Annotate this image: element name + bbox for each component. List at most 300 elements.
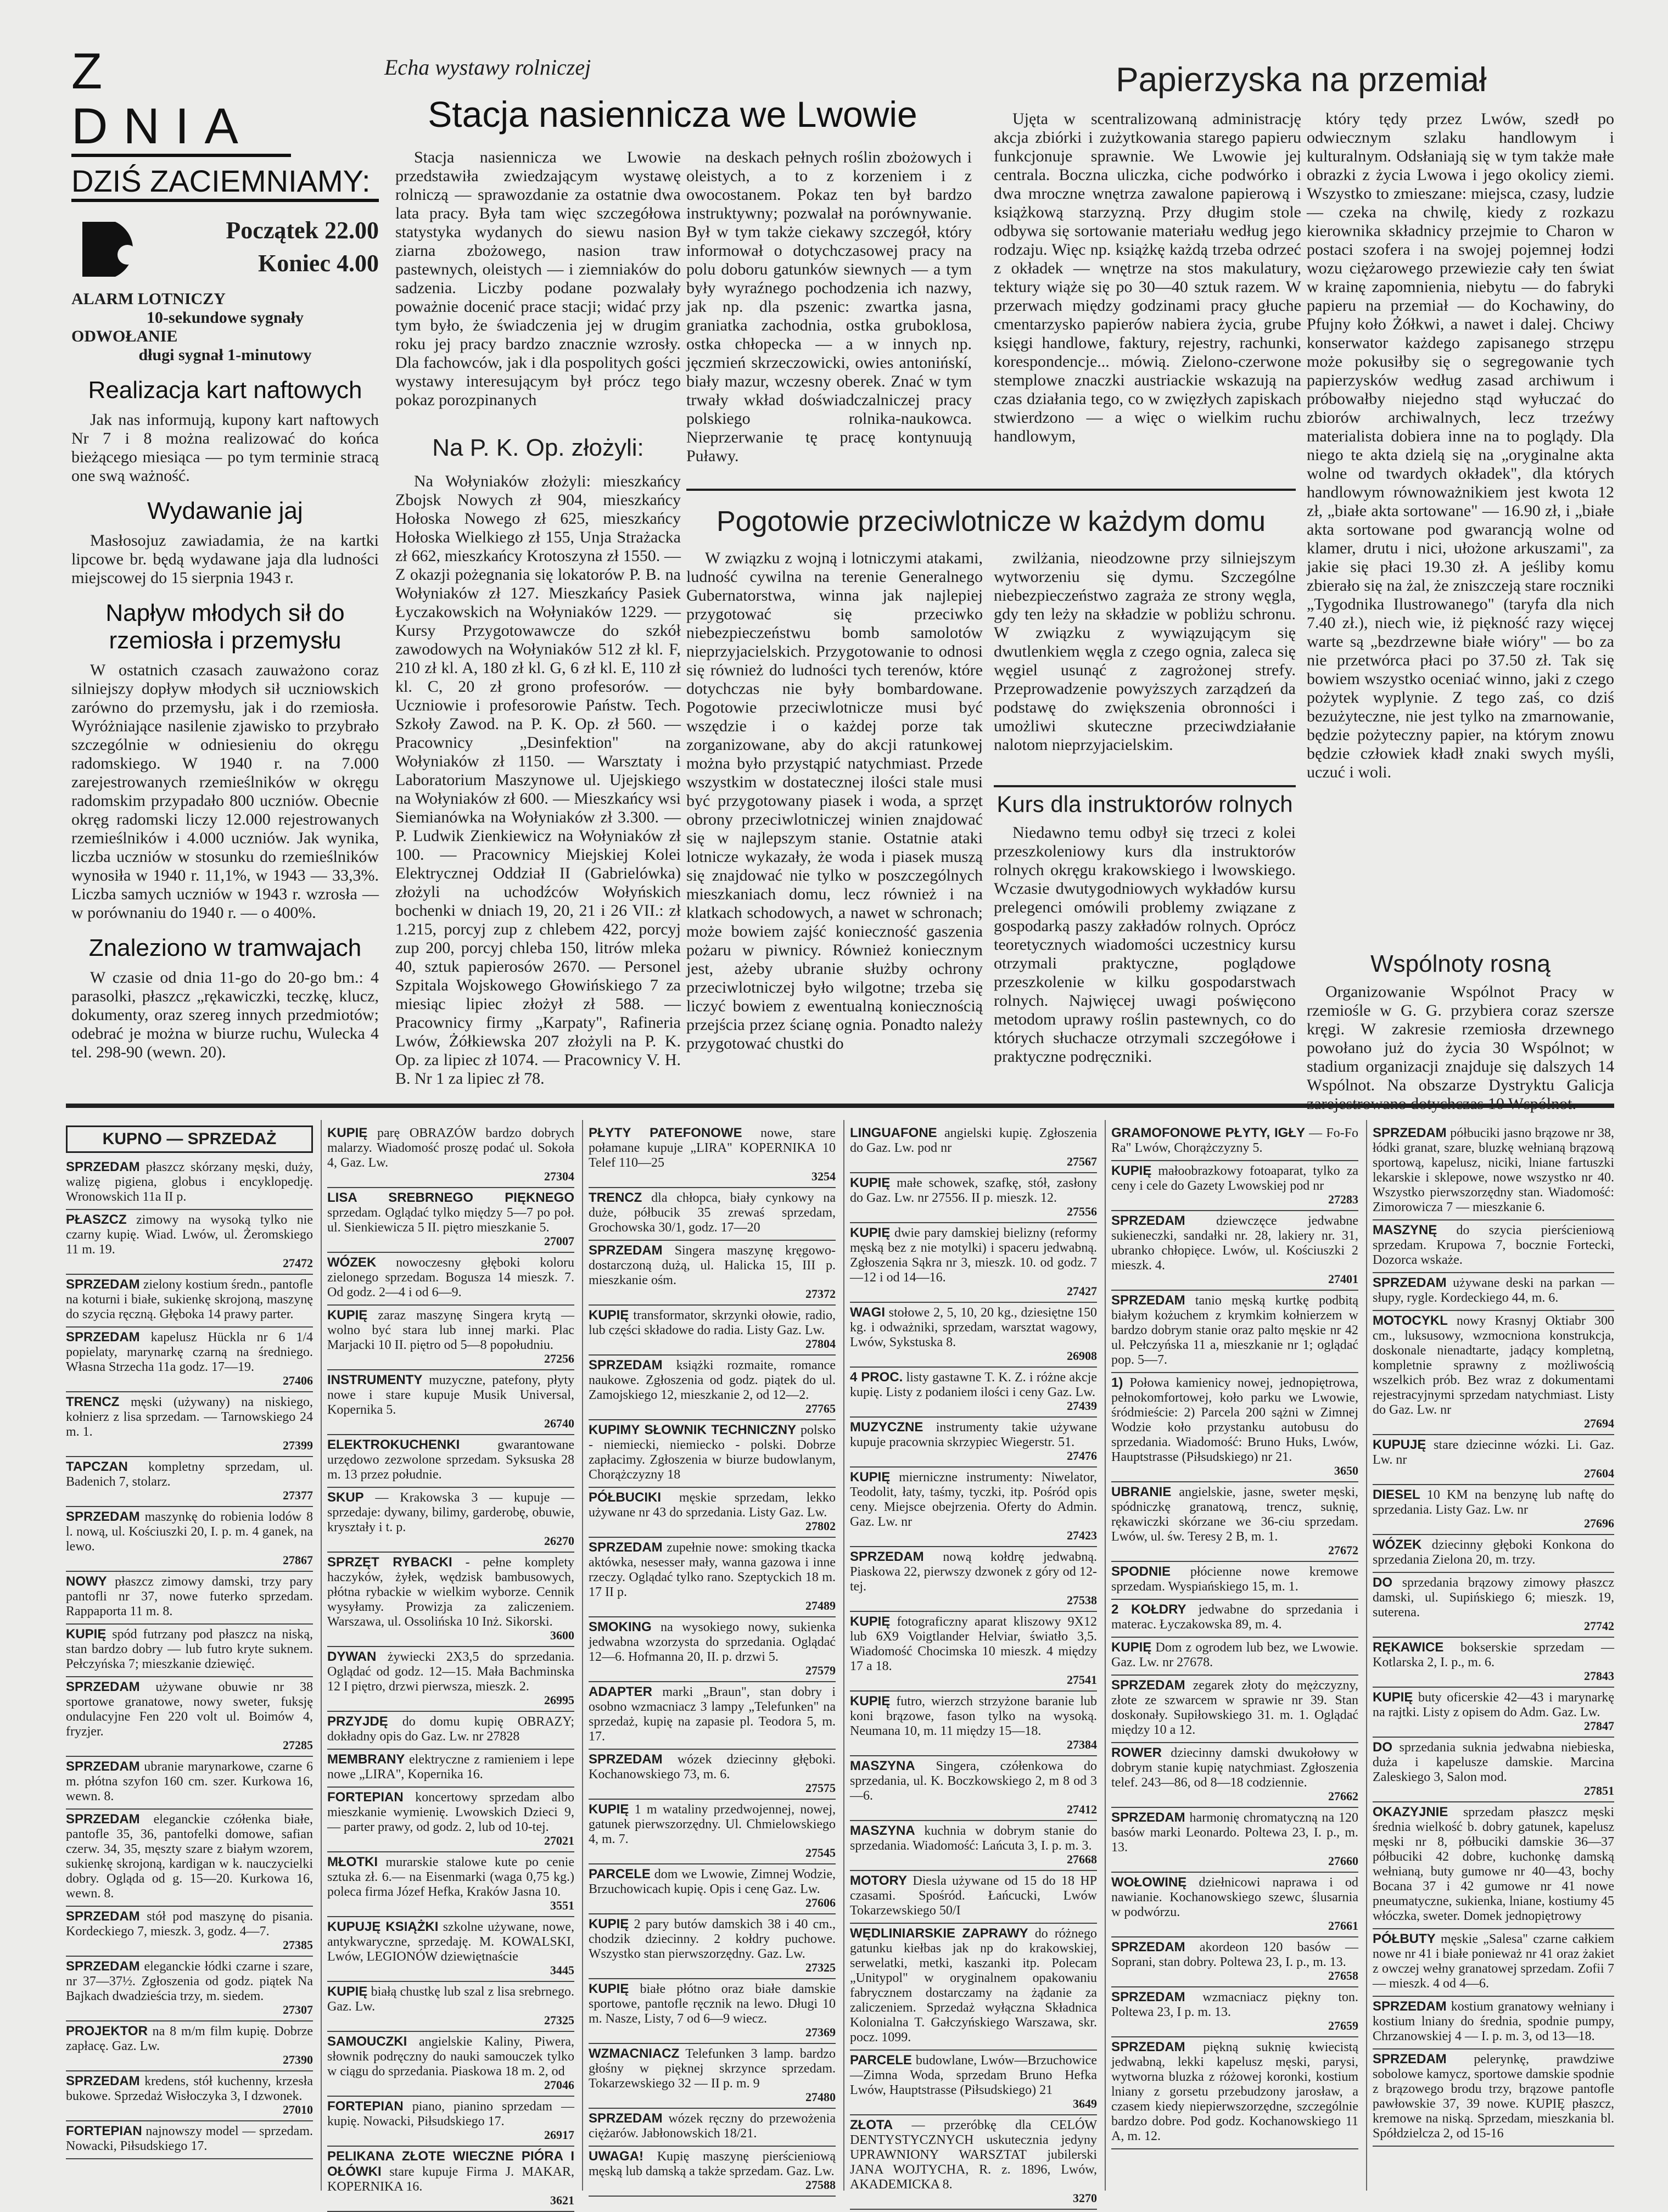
- ad-keyword: SPRZEDAM: [66, 1679, 140, 1694]
- ad-code: 27427: [1067, 1284, 1097, 1298]
- article-body: Jak nas informują, kupony kart naftowych Nr 7 i 8 można realizować do końca bieżącego miesiąca — po tym terminie stracą one swą ważność.: [71, 411, 379, 485]
- classifieds-rule: [66, 1104, 1614, 1108]
- ad-text: zupełnie nowe: smoking tkacka aktówka, nesesser mały, wanna gazowa i inne rzeczy. Oglądać tylko rano. Szeptyckich 18 m. 17 II p.: [589, 1541, 836, 1599]
- ad-keyword: KUPIĘ: [1111, 1163, 1152, 1178]
- ad-text: bokserskie sprzedam — Kotlarska 2, I. p., m. 6.: [1373, 1640, 1614, 1670]
- classified-ad: [1111, 1990, 1358, 2037]
- ad-keyword: SPRZEDAM: [1373, 2052, 1447, 2067]
- ad-text: kapelusz Hückla nr 6 1/4 popielaty, marynarkę czarną na średniego. Własna Strzecha 11a godz. 17—19.: [66, 1330, 314, 1374]
- ad-text: sprzedam płaszcz męski średnia wielkość b. dobry gatunek, kapelusz męski nr 8, półbuciki damskie 36—37 półbuciki 42 dobre, kuchonkę damską wełnianą, buty gumowe nr 40—43, bochy Bocana 37 i 42 gumowe nr 41 nowe pneumatyczne, sukienka, lniane, kostiumy 45 włóczka, sweter. Domek jednopiętrowy: [1373, 1805, 1614, 1923]
- classified-ad: [589, 2111, 836, 2147]
- ad-code: 27439: [1067, 1399, 1097, 1413]
- ad-text: męskie „Salesa" czarne całkiem nowe nr 41 i białe ponieważ nr 41 oraz żakiet z owczej wełny granatowej sprzedam. Zofii 7 — mieszk. 4 od 4—6.: [1373, 1932, 1615, 1991]
- article-body: który tędy przez Lwów, szedł po odwiecznym szlaku handlowym i kulturalnym. Odsłaniają się w tym także małe obrazki z życia Lwowa i jego okolicy ziemi. Wszystko to zmieszane: miejsca, czasy, ludzie — czeka na chwilę, kiedy z rozkazu kierownika składnicy przejmie to Charon w postaci szofera i na swojej pojemnej łodzi wozu ciężarowego przewiezie cały ten świat w krainę zapomnienia, niebytu — do fabryki papieru na przemiał — do Kochawiny, do Pfujny koło Żółkwi, a nawet i dalej. Chciwy konserwator każdego zapisanego strzępu może pokusiłby się o segregowanie tych papierzysków według zasad archiwum i próbowałby niejedno stąd wyłuczać do zbiorów archiwalnych, lecz trzeźwy materialista dobiera inne na to poglądy. Dla niego te akta dzielą się na „oryginalne akta wolne od twardych okładek", dla których handlowym równoważnikiem jest kwota 12 zł, „białe akta sortowane" — 16.90 zł, i „białe akta sortowane pod gwarancją wolne od klamer, drutu i nici, ułożone arkuszami", za jakie się płaci 19.30 zł. A jeśliby komu zbierało się na żal, że zniszczeją stare roczniki „Tygodnika Ilustrowanego" (taryfa dla nich 7.40 zł.), niech wie, iż piękność razy więcej warte są „bezdrzewne białe wióry" — bo za nie przetwórca płaci po 37.50 zł. Tak się bowiem wszystko oceniać winno, jaki z czego pożytek wyplynie. Z tego zaś, co dziś bezużyteczne, nie jest tylko na zmarnowanie, będzie pożyteczny papier, na którym znowu będzie człowiek kładł znaki swych myśli, uczuć i woli.: [1307, 110, 1614, 781]
- classifieds-section-title: KUPNO — SPRZEDAŻ: [66, 1125, 313, 1153]
- classified-ad: [1373, 1487, 1614, 1535]
- left-news-column: [71, 44, 379, 1098]
- ad-code: 27423: [1067, 1528, 1097, 1542]
- classified-ad: [1373, 1931, 1614, 1997]
- ad-text: płaszcz skórzany męski, duży, walizę pigiena, globus i encyklopedję. Wronowskich 11a II p.: [66, 1160, 313, 1204]
- classified-ad: [589, 1981, 836, 2044]
- ad-text: jedwabne do sprzedania i materac. Łyczakowska 89, m. 4.: [1111, 1603, 1359, 1632]
- classified-ad: [1373, 1275, 1614, 1311]
- article-title: Wydawanie jaj: [147, 497, 303, 524]
- ad-text: buty oficerskie 42—43 i marynarkę na rajtki. Listy z opisem do Adm. Gaz. Lw.: [1373, 1690, 1615, 1720]
- ad-code: 27867: [283, 1553, 313, 1567]
- blackout-title: DZIŚ ZACIEMNIAMY:: [71, 164, 379, 202]
- ad-text: dziełnicowi naprawa i od nawianie. Kochanowskiego szewc, ślusarnia w podwórzu.: [1111, 1875, 1358, 1919]
- ad-code: 27604: [1584, 1466, 1614, 1480]
- ad-keyword: PARCELE: [850, 2053, 912, 2068]
- ad-text: dziecinny głęboki Konkona do sprzedania Zielona 20, m. trzy.: [1373, 1538, 1615, 1567]
- classified-ad: [66, 1160, 313, 1210]
- classified-ad: [589, 2046, 836, 2109]
- ad-code: 27304: [544, 1169, 574, 1183]
- classified-ad: [589, 1490, 836, 1538]
- ad-code: 27606: [805, 1896, 836, 1909]
- ad-text: stołowe 2, 5, 10, 20 kg., dziesiętne 150 kg. i odważniki, sprzedam, warsztat wagowy, Lwów, Sykstuska 8.: [850, 1306, 1097, 1349]
- ad-keyword: SPRZEDAM: [66, 1277, 140, 1292]
- classified-ad: [66, 1959, 313, 2021]
- classified-ad: [66, 1277, 313, 1328]
- ad-code: 27847: [1584, 1719, 1614, 1733]
- ad-text: polsko - niemiecki, niemiecko - polski. Dobrze zapłacimy. Zgłoszenia w biurze budowlanym, Chorążczyzny 18: [589, 1423, 836, 1482]
- ad-text: używane deski na parkan — słupy, rygle. Kordeckiego 44, m. 6.: [1373, 1276, 1614, 1305]
- ad-keyword: WÓZEK: [327, 1255, 377, 1270]
- ad-keyword: UWAGA!: [589, 2149, 643, 2164]
- ad-keyword: KUPIĘ: [66, 1627, 107, 1642]
- ad-text: ubranie marynarkowe, czarne 6 m. płótna szyfon 160 cm. szer. Kurkowa 16, wewn. 8.: [66, 1760, 313, 1804]
- classified-ad: [850, 1125, 1097, 1173]
- ad-text: białą chustkę lub szal z lisa srebrnego. Gaz. Lw.: [327, 1985, 575, 2014]
- ad-text: do domu kupię OBRAZY; dokładny opis do Gaz. Lw. nr 27828: [327, 1715, 575, 1744]
- ad-text: maszynkę do robienia lodów 8 l. nową, ul. Kościuszki 20, I. p. m. 4 ganek, na lewo.: [66, 1510, 313, 1554]
- article-body: Niedawno temu odbył się trzeci z kolei przeszkoleniowy kurs dla instruktorów rolnych okręgu krakowskiego i lwowskiego. Wczasie dwutygodniowych wykładów kursu prelegenci omówili problemy związane z gospodarką paszy zakładów rolnych. Oprócz teoretycznych wiadomości uczestnicy kursu otrzymali praktyczne, poglądowe przeszkolenie w kilku gospodarstwach rolnych. Najwięcej uwagi poświęcono metodom uprawy roślin pastewnych, co do których słuchacze otrzymali szczegółowe i praktyczne podręczniki.: [994, 824, 1296, 1066]
- ad-text: nowe, stare połamane kupuje „LIRA" KOPERNIKA 10 Telef 110—25: [589, 1126, 836, 1170]
- classified-ad: [850, 1926, 1097, 2051]
- classified-ad: [327, 2099, 574, 2147]
- classified-ad: [1373, 1690, 1614, 1738]
- ad-keyword: SPRZEDAM: [589, 2111, 663, 2126]
- cooperative-title: Wspólnoty rosną: [1370, 950, 1551, 977]
- classified-ad: [1111, 1875, 1358, 1937]
- ad-code: 27588: [805, 2178, 836, 2192]
- column-divider: [843, 1120, 844, 2191]
- classified-ad: [66, 2124, 313, 2159]
- ad-keyword: SPRZEDAM: [1111, 1940, 1185, 1955]
- pko-title: Na P. K. Op. złożyli:: [432, 434, 644, 461]
- air-defense-col-2: [994, 549, 1296, 780]
- ad-code: 3254: [811, 1169, 836, 1183]
- ad-text: kostium granatowy wełniany i kostium lniany do średnia, spodnie pumpy, Chrzanowskiej 4 — I. p. m. 3, od 13—18.: [1373, 2000, 1615, 2043]
- ad-code: 27390: [283, 2053, 313, 2067]
- ad-text: harmonię chromatyczną na 120 basów marki Leonardo. Poltewa 23, I. p., m. 13.: [1111, 1811, 1359, 1855]
- classified-ad: [589, 1243, 836, 1306]
- ad-code: 3270: [1073, 2191, 1097, 2205]
- ad-text: — Fo-Fo Ra" Lwów, Chorążczyzny 5.: [1111, 1126, 1359, 1155]
- classified-ad: [66, 1909, 313, 1957]
- ad-keyword: MOTOCYKL: [1373, 1313, 1448, 1328]
- classified-ad: [589, 1917, 836, 1979]
- pko-body: [395, 472, 681, 1087]
- ad-keyword: SPRZEDAM: [66, 1959, 140, 1974]
- ad-text: używane obuwie nr 38 sportowe granatowe, nowy sweter, fuksję ondulacyjne Fen 220 volt ul. Boimów 4, fryzjer.: [66, 1680, 314, 1739]
- classified-ad: [66, 1212, 313, 1275]
- ad-code: 27843: [1584, 1669, 1614, 1683]
- ad-text: płaszcz zimowy damski, trzy pary pantofli nr 37, nowe futerko sprzedam. Rappaporta 11 m. 8.: [66, 1575, 313, 1619]
- classified-ad: [1111, 1745, 1358, 1808]
- course-body: [994, 824, 1296, 1087]
- ad-keyword: DYWAN: [327, 1649, 377, 1664]
- ad-keyword: WOŁOWINĘ: [1111, 1875, 1187, 1890]
- classified-ad: [66, 1395, 313, 1457]
- ad-text: Singera, czółenkowa do sprzedania, ul. K. Boczkowskiego 2, m 8 od 3—6.: [850, 1759, 1098, 1803]
- article-body: W czasie od dnia 11-go do 20-go bm.: 4 parasolki, płaszcz „rękawiczki, teczkę, klucz, dokumenty, oraz szereg innych przedmiotów; odebrać je można w biurze ruchu, Wulecka 4 tel. 298-90 (wewn. 20).: [71, 968, 379, 1061]
- article-body: W związku z wojną i lotniczymi atakami, ludność cywilna na terenie Generalnego Gubernatorstwa, winna jak najlepiej przygotować się przeciwko niebezpieczeństwu bomb samolotów nieprzyjacielskich. Przygotowanie to odnosi się również do ludności tych terenów, które dotychczas nie były bombardowane. Pogotowie przeciwlotnicze musi być wszędzie i o każdej porze tak zorganizowane, aby do akcji ratunkowej można było przystąpić natychmiast. Przede wszystkim w dostatecznej ilości stale musi być przygotowany piasek i woda, a sprzęt obrony przeciwlotniczej winien znajdować się w najlepszym stanie. Ostatnie ataki lotnicze wykazały, że woda i piasek muszą się znajdować nie tylko w poszczególnych mieszkaniach domu, lecz również i na klatkach schodowych, a nawet w schronach; może bowiem zajść konieczność gaszenia pożaru w piwnicy. Również koniecznym jest, ażeby ubranie służby ochrony przeciwlotniczej było wilgotne; trzeba się liczyć bowiem z ewentualną koniecznością przejścia przez ścianę ognia. Ponadto należy przygotować chustki do: [686, 549, 983, 1052]
- ad-keyword: WÓZEK: [1373, 1537, 1422, 1552]
- ad-keyword: PROJEKTOR: [66, 2024, 148, 2039]
- ad-text: gwarantowane urzędowo zezwolone sprzedam. Syksuska 28 m. 13 przez południe.: [327, 1438, 574, 1482]
- ad-text: Kupię maszynę pierścieniową męską lub damską a także sprzedam. Gaz. Lw.: [589, 2149, 836, 2179]
- ad-text: żywiecki 2X3,5 do sprzedania. Oglądać od godz. 12—15. Mała Bachminska 12 I piętro, drzwi pierwsza, mieszk. 2.: [327, 1650, 574, 1694]
- ad-text: angielski kupię. Zgłoszenia do Gaz. Lw. pod nr: [850, 1126, 1098, 1155]
- ad-keyword: SPODNIE: [1111, 1564, 1171, 1579]
- ad-text: małoobrazkowy fotoaparat, tylko za ceny i cele do Gazety Lwowskiej pod nr: [1111, 1164, 1358, 1193]
- classified-ad: [850, 1614, 1097, 1692]
- ad-text: — przeróbkę dla CELÓW DENTYSTYCZNYCH uskutecznia jedyny UPRAWNIONY WARSZTAT jubilerski JANA WOJTYCHA, R. z. 1896, Lwów, AKADEMICKA 8.: [850, 2118, 1098, 2192]
- classified-ad: [1111, 1125, 1358, 1161]
- classified-ad: [327, 1437, 574, 1488]
- classified-ad: [327, 1490, 574, 1553]
- section-rule: [686, 489, 1296, 491]
- classified-ad: [327, 1125, 574, 1188]
- classified-ad: [589, 1802, 836, 1864]
- ad-keyword: ADAPTER: [589, 1684, 653, 1699]
- classified-ad: [1111, 1163, 1358, 1211]
- classified-ad: [850, 2118, 1097, 2210]
- ad-code: 27480: [805, 2090, 836, 2104]
- ad-text: płócienne nowe kremowe sprzedam. Wyspiańskiego 15, m. 1.: [1111, 1565, 1358, 1594]
- ad-keyword: SPRZEDAM: [66, 1909, 140, 1924]
- ad-keyword: ZŁOTA: [850, 2118, 893, 2132]
- ad-keyword: MOTORY: [850, 1873, 908, 1888]
- classifieds-column: [1111, 1125, 1358, 2185]
- ad-code: 27046: [544, 2078, 574, 2092]
- ad-text: listy gastawne T. K. Z. i różne akcje kupię. Listy z podaniem ilości i ceny Gaz. Lw.: [850, 1370, 1098, 1399]
- ad-code: 27325: [805, 1961, 836, 1974]
- ad-text: angielskie Kaliny, Piwera, słownik podręczny do nauki samouczek tylko w ciągu do sprzedania. Piaskowa 18 m. 2, od: [327, 2035, 574, 2079]
- ad-code: 27377: [283, 1488, 313, 1502]
- ad-keyword: MASZYNĘ: [1373, 1223, 1437, 1237]
- ad-code: 3445: [550, 1963, 574, 1977]
- ad-code: 27283: [1328, 1192, 1358, 1206]
- ad-keyword: PŁASZCZ: [66, 1212, 127, 1227]
- article-body: Masłosojuz zawiadamia, że na kartki lipcowe br. będą wydawane jaja dla ludności miejscowej do 15 sierpnia 1943 r.: [71, 531, 379, 587]
- ad-keyword: SPRZEDAM: [589, 1358, 663, 1373]
- article-title: Realizacja kart naftowych: [88, 377, 362, 404]
- moon-icon: [71, 216, 137, 282]
- ad-code: 3649: [1073, 2097, 1097, 2110]
- alarm-line: 10-sekundowe sygnały: [147, 309, 304, 327]
- ad-keyword: KUPIĘ: [850, 1694, 891, 1709]
- ad-keyword: LINGUAFONE: [850, 1125, 937, 1140]
- ad-code: 27545: [805, 1846, 836, 1860]
- ad-code: 26908: [1067, 1349, 1097, 1363]
- ad-text: zimowy na wysoką tylko nie czarny kupię. Wiad. Lwów, ul. Żeromskiego 11 m. 19.: [66, 1213, 314, 1257]
- classified-ad: [1111, 1810, 1358, 1873]
- ad-keyword: SPRZĘT RYBACKI: [327, 1555, 452, 1570]
- classified-ad: [850, 1759, 1097, 1821]
- ad-text: zielony kostium średn., pantofle na koturni i białe, sukienkę skrojoną, maszynę do szycia ręczną. Głęboka 14 prawy parter.: [66, 1278, 313, 1321]
- classified-ad: [589, 1358, 836, 1420]
- classified-ad: [1373, 1999, 1614, 2049]
- ad-text: spód futrzany pod płaszcz na niską, stan bardzo dobry — lub futro kryte suknem. Pełczyńska 7; mieszkanie dziewięć.: [66, 1627, 313, 1671]
- classified-ad: [589, 2149, 836, 2197]
- ad-code: 27538: [1067, 1593, 1097, 1607]
- ad-keyword: SPRZEDAM: [1111, 2040, 1185, 2054]
- classified-ad: [327, 1373, 574, 1435]
- classified-ad: [850, 1370, 1097, 1418]
- article-body: Na Wołyniaków złożyli: mieszkańcy Zbojsk Nowych zł 904, mieszkańcy Hołoska Nowego zł 625, mieszkańcy Hołoska Wielkiego zł 155, Unja Strażacka zł 662, mieszkańcy Krotoszyna zł 1550. — Z okazji pożegnania się lokatorów P. B. na Wołyniaków zł 127. Mieszkańcy Pasiek Łyczakowskich na Wołyniaków 1229. — Kursy Przygotowawcze do szkół zawodowych na Wołyniaków 512 zł kl. F, 210 zł kl. A, 180 zł kl. G, 6 zł kl. E, 110 zł kl. C, 20 zł grono profesorów. — Uczniowie i profesorowie Państw. Tech. Szkoły Zawod. na P. K. Op. zł 560. — Pracownicy „Desinfektion" na Wołyniaków zł 1150. — Warsztaty i Laboratorium Maszynowe ul. Ujejskiego na Wołyniaków zł 600. — Mieszkańcy wsi Siemianówka na Wołyniaków zł 3.300. — P. Ludwik Zienkiewicz na Wołyniaków zł 100. — Pracownicy Miejskiej Kolei Elektrycznej Oddział II (Gabrielówka) złożyli na uchodźców Wołyńskich bochenki w dniach 19, 20, 21 i 26 VII.: zł 1.215, porcyj zup z chlebem 422, porcyj zup 200, porcyj chleba 150, litrów mleka 40, sztuk papierosów 2670. — Personel Szpitala Wojskowego Głowińskiego 7 za miesiąc lipiec złożył zł 588. — Pracownicy firmy „Karpaty", Rafineria Lwów, Żółkiewska 207 złożyli na P. K. Op. za lipiec zł 1074. — Pracownicy V. H. B. Nr 1 za lipiec zł 78.: [395, 472, 681, 1088]
- ad-text: fotograficzny aparat kliszowy 9X12 lub 6X9 Voigtlander Helviar, światło 3,5. Wiadomość Chocimska 10 mieszk. 4 między 17 a 18.: [850, 1615, 1097, 1673]
- main-article-col-1: [395, 148, 681, 409]
- ad-text: eleganckie czółenka białe, pantofle 35, 36, pantofelki domowe, safian czerw. 34, 35, męszty szare z białym wzorem, sukienkę skrojoną, kardigan w k. nauczycielki dobry. Ogląda od g. 15—20. Kurkowa 16, wewn. 8.: [66, 1812, 313, 1901]
- cooperative-body: [1307, 983, 1614, 1113]
- ad-code: 27385: [283, 1938, 313, 1952]
- classified-ad: [850, 1225, 1097, 1303]
- ad-keyword: TAPCZAN: [66, 1459, 128, 1474]
- ad-text: sprzedam. Oglądać tylko między 5—7 po poł. ul. Sienkiewicza 5 II. piętro mieszkanie 5.: [327, 1206, 574, 1235]
- ad-keyword: SPRZEDAM: [66, 2074, 140, 2088]
- ad-keyword: SPRZEDAM: [850, 1549, 924, 1564]
- classified-ad: [66, 2024, 313, 2071]
- alarm-notice: [71, 290, 379, 365]
- ad-code: 27556: [1067, 1205, 1097, 1218]
- ad-keyword: NOWY: [66, 1574, 107, 1589]
- classified-ad: [1373, 1437, 1614, 1485]
- ad-code: 26917: [544, 2128, 574, 2142]
- ad-text: budowlane, Lwów—Brzuchowice—Zimna Woda, sprzedam Bruno Hefka Lwów, Hauptstrasse (Piłsudskiego) 21: [850, 2053, 1097, 2097]
- ad-code: 27406: [283, 1374, 313, 1387]
- ad-text: najnowszy model — sprzedam. Nowacki, Piłsudskiego 17.: [66, 2124, 313, 2153]
- ad-text: Singera maszynę kręgowo-dostarczoną dużą, ul. Halicka 15, III p. mieszkanie ośm.: [589, 1244, 836, 1287]
- ad-keyword: KUPIĘ: [589, 1981, 629, 1996]
- air-defense-title: Pogotowie przeciwlotnicze w każdym domu: [717, 506, 1266, 537]
- ad-text: Połowa kamienicy nowej, jednopiętrowa, pełnokomfortowej, koło parku we Lwowie, śródmieście: 2) Parcela 200 sążni w Zimnej Wodzie koło przystanku autobusu do sprzedania. Wiadomość: Bruno Huks, Lwów, Hauptstrasse (Piłsudskiego) nr 21.: [1111, 1376, 1358, 1464]
- classified-ad: [1111, 1485, 1358, 1562]
- ad-keyword: TRENCZ: [589, 1190, 642, 1205]
- ad-keyword: KUPIĘ: [589, 1917, 629, 1931]
- classified-ad: [1373, 1740, 1614, 1802]
- ad-keyword: DO: [1373, 1575, 1392, 1590]
- ad-text: wózek ręczny do przewożenia ciężarów. Jabłonowskich 18/21.: [589, 2112, 836, 2141]
- ad-text: białe płótno oraz białe damskie sportowe, pantofle ręcznik na lewo. Długi 10 m. Nasze, Listy, 7 od 6—9 wiecz.: [589, 1982, 836, 2026]
- ad-text: - pełne komplety haczyków, żyłek, wędzisk bambusowych, płótna rybackie w wielkim wyborze. Cennik wysyłamy. Prowizja za zaliczeniem. Warszawa, ul. Ossolińska 10 Inż. Sikorski.: [327, 1555, 575, 1629]
- classified-ad: [1373, 2052, 1614, 2147]
- paper-article-col-1: [994, 110, 1301, 615]
- classified-ad: [850, 2053, 1097, 2115]
- paper-article-title: Papierzyska na przemiał: [1116, 61, 1487, 99]
- classified-ad: [589, 1620, 836, 1682]
- classified-ad: [850, 1823, 1097, 1871]
- classified-ad: [1111, 1678, 1358, 1743]
- article-body: zwilżania, nieodzowne przy silniejszym wytworzeniu się dymu. Szczególne niebezpieczeństwo zagraża ze strony węgla, gdy ten leży na składzie w pobliżu schronu. W związku z wywiązującym się dwutlenkiem węgla z czego ognia, zaleca się węgiel usunąć z zagrożonej strefy. Przeprowadzenie powyższych zarządzeń da podstawę do zwiększenia obronności i umożliwi skuteczne przeciwdziałanie nalotom nieprzyjacielskim.: [994, 549, 1296, 754]
- classified-ad: [66, 1627, 313, 1677]
- main-article-title: Stacja nasiennicza we Lwowie: [428, 94, 917, 135]
- classified-ad: [850, 1873, 1097, 1924]
- ad-text: marki „Braun", stan dobry i osobno wzmacniacz 3 lampy „Telefunken" na sprzedaż, kupię na zapasie pl. Teodora 5, m. 17.: [589, 1685, 836, 1744]
- classified-ad: [327, 1190, 574, 1253]
- classified-ad: [589, 1190, 836, 1241]
- classified-ad: [589, 1540, 836, 1617]
- classified-ad: [589, 1684, 836, 1750]
- section-rule: [994, 785, 1296, 787]
- ad-keyword: SAMOUCZKI: [327, 2034, 407, 2049]
- course-title: Kurs dla instruktorów rolnych: [997, 791, 1293, 817]
- ad-text: — Krakowska 3 — kupuje — sprzedaje: dywany, bilimy, garderobę, obuwie, kryształy i t. p.: [327, 1491, 574, 1535]
- ad-text: zaraz maszynę Singera krytą — wolno być stara lub innej marki. Plac Marjacki 10 II. piętro od 5—8 popołudniu.: [327, 1308, 574, 1352]
- article-body: W ostatnich czasach zauważono coraz silniejszy dopływ młodych sił uczniowskich zarówno do przemysłu, jak i do rzemiosła. Wyróżniające nasilenie zjawisko to przybrało szczególnie w odniesieniu do okręgu radomskiego. W 1940 r. na 7.000 zarejestrowanych rzemieślników w okręgu radomskim przypadało 800 uczniów. Obecnie okręg radomski liczy 12.000 rejestrowanych rzemieślników i 4.000 uczniów. Jak wynika, liczba uczniów w stosunku do rzemieślników wynosiła w 1940 r. 11,1%, w 1943 — 33,3%. Liczba samych uczniów w 1943 r. wzrosła — w porównaniu do 1940 r. — o 400%.: [71, 661, 379, 922]
- ad-code: 27256: [544, 1352, 574, 1365]
- ad-code: 27325: [544, 2013, 574, 2027]
- ad-code: 27575: [805, 1781, 836, 1795]
- article-body: Stacja nasiennicza we Lwowie przedstawiła zwiedzającym wystawę rolniczą — sprawozdanie za ostatnie dwa lata pracy. Była tam więc szczegółowa statystyka wydanych do siewu nasion ziarna zbożowego, nasion traw pastewnych, oleistych — i ziemniaków do sadzenia. Liczby podane pozwalały poważnie docenić prace stacji; widać przy tym było, że świadczenia jej w drugim roku jej pracy bardzo znacznie wzrosły. Dla fachowców, jak i dla pospolitych gości wystawy interesującym był prócz tego pokaz porozpinanych: [395, 148, 681, 409]
- ad-text: dom we Lwowie, Zimnej Wodzie, Brzuchowicach kupię. Opis i cenę Gaz. Lw.: [589, 1867, 836, 1896]
- ad-text: tanio męską kurtkę podbitą białym kożuchem z krymkim kołnierzem w bardzo dobrym stanie oraz palto męskie nr 42 ul. Pełczyńska 11 a, mieszkanie nr 1; oglądać pop. 5—7.: [1111, 1293, 1358, 1367]
- ad-text: Telefunken 3 lamp. bardzo głośny w pięknej skrzynce sprzedam. Tokarzewskiego 32 — II p. m. 9: [589, 2047, 836, 2091]
- classified-ad: [589, 1423, 836, 1488]
- classified-ad: [327, 1714, 574, 1750]
- ad-code: 27401: [1328, 1272, 1358, 1286]
- ad-keyword: FORTEPIAN: [327, 1790, 404, 1805]
- ad-code: 3650: [1334, 1464, 1358, 1477]
- ad-text: piękną suknię kwiecistą jedwabną, lekki kapelusz męski, parysi, wytworna bluzka z różowej koronki, kostium lniany z gorsetu przebudzony jarosław, a czasem kiedy niepierwszorzędne, szczególnie bardzo dobre. Pod godz. Kochanowskiego 11 A, m. 12.: [1111, 2040, 1358, 2143]
- ad-code: 27659: [1328, 2019, 1358, 2032]
- alarm-line: ALARM LOTNICZY: [71, 290, 226, 308]
- ad-code: 27567: [1067, 1155, 1097, 1168]
- ad-keyword: 1): [1111, 1375, 1123, 1390]
- ad-code: 27694: [1584, 1416, 1614, 1430]
- ad-text: małe schowek, szafkę, stół, zasłony do Gaz. Lw. nr 27556. II p. mieszk. 12.: [850, 1176, 1097, 1205]
- ad-text: futro, wierzch strzyżone baranie lub koni brązowe, fason tylko na wysoką. Neumana 10, m. 11 między 15—18.: [850, 1694, 1098, 1738]
- classified-ad: [850, 1694, 1097, 1756]
- ad-keyword: KUPUJĘ: [1373, 1437, 1426, 1452]
- ad-code: 27765: [805, 1402, 836, 1415]
- ad-text: kredens, stół kuchenny, krzesła bukowe. Sprzedaż Wisłoczyka 3, I dzwonek.: [66, 2074, 313, 2103]
- article-body: Ujęta w scentralizowaną administrację akcja zbiórki i zużytkowania starego papieru funkcjonuje sprawnie. We Lwowie jej centrala. Boczna uliczka, ciche podwórko i dwa mroczne wnętrza zawalone papierową i książkową starzyzną. Przy długim stole odbywa się sortowanie materiału według jego rodzaju. Więc np. książkę każdą trzeba odrzeć z okładek — wnętrze na stos makulatury, tektury wiąże się po 30—40 sztuk razem. W przerwach między godzinami pracy głuche cmentarzysko papierów nabiera życia, grube księgi handlowe, faktury, rejestry, rachunki, korespondencje... mówią. Zielono-czerwone stemplowe znaczki austriackie wskazują na czas działania tego, co w zwięzłych zapiskach stwierdzono — a więc o wielkim ruchu handlowym,: [994, 110, 1301, 445]
- ad-text: koncertowy sprzedam albo mieszkanie wymienię. Lwowskich Dzieci 9, — parter prawy, od godz. 2, lub od 10-tej.: [327, 1790, 575, 1834]
- ad-text: dla chłopca, biały cynkowy na duże, półbucik 35 zrewaś sprzedam, Grochowska 30/1, godz. 17—20: [589, 1191, 836, 1235]
- ad-text: angielskie, jasne, sweter męski, spódniczkę granatową, trencz, suknię, rękawiczki skórzane we 36-ciu sprzedam. Lwów, ul. św. Teresy 2 B, m. 1.: [1111, 1485, 1359, 1544]
- ad-text: książki rozmaite, romance naukowe. Zgłoszenia od godz. piątek do ul. Zamojskiego 12, mieszkanie 2, od 12—2.: [589, 1358, 836, 1402]
- ad-code: 27307: [283, 2003, 313, 2017]
- ad-keyword: KUPIĘ: [589, 1308, 629, 1323]
- ad-keyword: KUPIĘ: [850, 1470, 891, 1485]
- ad-keyword: DIESEL: [1373, 1487, 1420, 1502]
- ad-keyword: MUZYCZNE: [850, 1420, 923, 1435]
- ad-keyword: SPRZEDAM: [1373, 1275, 1447, 1290]
- ad-keyword: SPRZEDAM: [66, 1330, 140, 1345]
- classified-ad: [1373, 1575, 1614, 1638]
- ad-text: zegarek złoty do mężczyzny, złote ze szwarcem w sprawie nr 39. Stan doskonały. Supiłowskiego 31. m. 1. Oglądać między 10 a 12.: [1111, 1678, 1358, 1737]
- ad-text: instrumenty takie używane kupuje pracownia skrzypiec Wiegerstr. 51.: [850, 1420, 1097, 1449]
- classified-ad: [1111, 1213, 1358, 1291]
- classified-ad: [327, 1255, 574, 1306]
- ad-keyword: OKAZYJNIE: [1373, 1805, 1448, 1819]
- ad-text: kuchnia w dobrym stanie do sprzedania. Wiadomość: Lańcuta 3, I. p. m. 3.: [850, 1824, 1098, 1853]
- ad-text: dziewczęce jedwabne sukieneczki, sandałki nr. 28, lakiery nr. 31, ubranko chłopięce. Lwów, ul. Kościuszki 2 mieszk. 4.: [1111, 1214, 1358, 1273]
- classified-ad: [66, 1574, 313, 1625]
- ad-keyword: SKUP: [327, 1490, 364, 1505]
- column-divider: [321, 1120, 322, 2191]
- classified-ad: [850, 1175, 1097, 1223]
- ad-text: sprzedania suknia jedwabna niebieska, duża i kapelusze damskie. Marcina Zaleskiego 3, Salon mod.: [1373, 1740, 1615, 1784]
- ad-text: Dom z ogrodem lub bez, we Lwowie. Gaz. Lw. nr 27678.: [1111, 1640, 1358, 1670]
- air-defense-col-1: [686, 549, 983, 1087]
- ad-keyword: MEMBRANY: [327, 1752, 405, 1767]
- classified-ad: [589, 1125, 836, 1188]
- classified-ad: [327, 1984, 574, 2032]
- ad-code: 27658: [1328, 1969, 1358, 1983]
- ad-code: 27662: [1328, 1789, 1358, 1803]
- ad-code: 27021: [544, 1834, 574, 1847]
- classifieds-column: [850, 1125, 1098, 2205]
- ad-keyword: ROWER: [1111, 1745, 1162, 1760]
- ad-text: nową kołdrę jedwabną. Piaskowa 22, pierwszy dzwonek z góry od 12-tej.: [850, 1550, 1097, 1594]
- ad-code: 27369: [805, 2025, 836, 2039]
- classifieds-column: [327, 1125, 575, 2207]
- article-kicker: Echa wystawy rolniczej: [384, 55, 591, 80]
- ad-code: 27661: [1328, 1919, 1358, 1933]
- article-body: na deskach pełnych roślin zbożowych i oleistych, a to z korzeniem i z owocostanem. Pokaz ten był bardzo instruktywny; pozwalał na porównywanie. Był w tym także ciekawy szczegół, który informował o dotychczasowej pracy na polu doboru gatunków siewnych — a tym były wyraźnego pochodzenia ich nazwy, jak np. dla pszenic: zwartka jasna, graniatka zachodnia, ostka gruboklosa, ostka chłopecka — a w innych np. jęczmień skrzeczowicki, owies antonińskí, biały mazur, wczesny oberek. Znać w tym trwały wkład doświadczalniczej pracy polskiego rolnika-naukowca. Nieprzerwanie tę pracę kontynuują Puławy.: [686, 148, 972, 465]
- ad-code: 27007: [544, 1234, 574, 1248]
- ad-text: do różnego gatunku kiełbas jak np do krakowskiej, serwelatki, metki, kaszanki itp. Polecam „Unitypol" w oryginalnem opakowaniu fabrycznem dostarczamy na żądanie za zaliczeniem. Sprzedaż wyłączna Składnica Kolonialna T. Gałczyńskiego Warszawa, skr. pocz. 1099.: [850, 1927, 1098, 2045]
- ad-text: 2 pary butów damskich 38 i 40 cm., chodzik dziecinny. 2 kołdry puchowe. Wszystko stan pierwszorzędny. Gaz. Lw.: [589, 1917, 836, 1961]
- article-title: Napływ młodych sił do rzemiosła i przemysłu: [105, 600, 345, 654]
- classified-ad: [327, 1555, 574, 1647]
- ad-keyword: WZMACNIACZ: [589, 2046, 680, 2061]
- ad-code: 27476: [1067, 1449, 1097, 1463]
- classified-ad: [850, 1305, 1097, 1368]
- ad-keyword: SPRZEDAM: [66, 1160, 140, 1174]
- blackout-start: Początek 22.00: [226, 217, 379, 244]
- classified-ad: [589, 1752, 836, 1800]
- ad-code: 3621: [550, 2193, 574, 2207]
- ad-keyword: TRENCZ: [66, 1395, 120, 1409]
- classified-ad: [589, 1867, 836, 1914]
- column-divider: [582, 1120, 583, 2191]
- ad-code: 26270: [544, 1534, 574, 1548]
- classified-ad: [66, 1459, 313, 1507]
- ad-keyword: SPRZEDAM: [1111, 1810, 1185, 1825]
- classified-ad: [327, 1790, 574, 1852]
- ad-keyword: SPRZEDAM: [589, 1752, 663, 1767]
- blackout-times: [71, 211, 379, 288]
- classified-ad: [1373, 1313, 1614, 1435]
- ad-keyword: SPRZEDAM: [66, 1509, 140, 1524]
- ad-text: nowoczesny głęboki koloru zielonego sprzedam. Bogusza 14 mieszk. 7. Od godz. 2—4 i od 6—9.: [327, 1256, 574, 1300]
- ad-code: 27541: [1067, 1673, 1097, 1687]
- ad-code: 27668: [1067, 1852, 1097, 1866]
- classified-ad: [1373, 1537, 1614, 1573]
- ad-keyword: SPRZEDAM: [66, 1759, 140, 1774]
- alarm-line: długi sygnał 1-minutowy: [138, 346, 312, 364]
- ad-keyword: PÓŁBUCIKI: [589, 1490, 661, 1505]
- ad-keyword: ELEKTROKUCHENKI: [327, 1437, 460, 1452]
- ad-keyword: KUPIĘ: [589, 1802, 629, 1817]
- classified-ad: [850, 1420, 1097, 1468]
- ad-keyword: 4 PROC.: [850, 1370, 903, 1385]
